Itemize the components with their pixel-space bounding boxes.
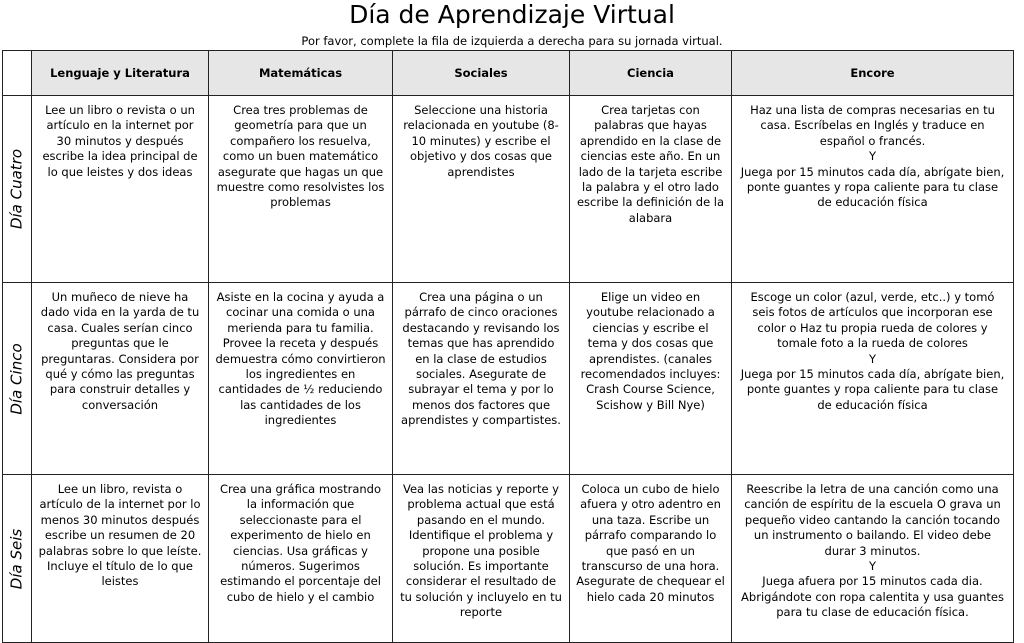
activity-cell-matematicas: Crea tres problemas de geometría para que un compañero los resuelva, como un buen matemático asegurate que hagas un que muestre como resolvistes los problemas (209, 96, 393, 283)
activity-cell-matematicas: Asiste en la cocina y ayuda a cocinar una comida o una merienda para tu familia. Provee la receta y después demuestra cómo convirtieron los ingredientes en cantidades de ½ reduciendo las cantidades de los ingredientes (209, 283, 393, 475)
table-row-dia-cinco (3, 283, 1014, 475)
activity-cell-matematicas: Crea una gráfica mostrando la información que seleccionaste para el experimento de hielo en ciencias. Usa gráficas y números. Sugerimos estimando el porcentaje del cubo de hielo y el cambio (209, 475, 393, 643)
activity-cell-lenguaje: Un muñeco de nieve ha dado vida en la yarda de tu casa. Cuales serían cinco preguntas que le preguntaras. Considera por qué y cómo las preguntas para construir detalles y conversación (32, 283, 209, 475)
column-header-sociales: Sociales (393, 51, 570, 96)
day-cell (3, 96, 32, 283)
page-title: Día de Aprendizaje Virtual (349, 0, 675, 29)
day-cell (3, 283, 32, 475)
column-header-encore: Encore (732, 51, 1014, 96)
activity-cell-ciencia: Crea tarjetas con palabras que hayas aprendido en la clase de ciencias este año. En un lado de la tarjeta escribe la palabra y el otro lado escribe la definición de la alabara (570, 96, 732, 283)
corner-cell (3, 51, 32, 96)
instructions: Por favor, complete la fila de izquierda a derecha para su jornada virtual. (301, 34, 723, 48)
activity-cell-lenguaje: Lee un libro, revista o artículo de la internet por lo menos 30 minutos después escribe un resumen de 20 palabras sobre lo que leíste. Incluye el título de lo que leistes (32, 475, 209, 643)
activity-cell-lenguaje: Lee un libro o revista o un artículo en la internet por 30 minutos y después escribe la idea principal de lo que leistes y dos ideas (32, 96, 209, 283)
table-row-dia-seis (3, 475, 1014, 643)
day-cell (3, 475, 32, 643)
schedule-table (2, 50, 1014, 643)
day-label: Día Cinco (7, 342, 26, 415)
activity-cell-encore: Escoge un color (azul, verde, etc..) y tomó seis fotos de artículos que incorporan ese color o Haz tu propia rueda de colores y tomale foto a la rueda de colores Y Juega por 15 minutos cada día, abrígate bien, ponte guantes y ropa caliente para tu clase de educación física (732, 283, 1014, 475)
activity-cell-sociales: Vea las noticias y reporte y problema actual que está pasando en el mundo. Identifique el problema y propone una posible solución. Es importante considerar el resultado de tu solución y incluyelo en tu reporte (393, 475, 570, 643)
day-label: Día Seis (7, 528, 26, 589)
header-row (3, 51, 1014, 96)
activity-cell-sociales: Seleccione una historia relacionada en youtube (8-10 minutes) y escribe el objetivo y dos cosas que aprendistes (393, 96, 570, 283)
activity-cell-encore: Haz una lista de compras necesarias en tu casa. Escríbelas en Inglés y traduce en español o francés. Y Juega por 15 minutos cada día, abrígate bien, ponte guantes y ropa caliente para tu clase de educación física (732, 96, 1014, 283)
table-row-dia-cuatro (3, 96, 1014, 283)
activity-cell-encore: Reescribe la letra de una canción como una canción de espíritu de la escuela O grava un pequeño video cantando la canción tocando un instrumento o bailando. El video debe durar 3 minutos. Y Juega afuera por 15 minutos cada dia. Abrigándote con ropa calentita y usa guantes para tu clase de educación física. (732, 475, 1014, 643)
column-header-ciencia: Ciencia (570, 51, 732, 96)
activity-cell-sociales: Crea una página o un párrafo de cinco oraciones destacando y revisando los temas que has aprendido en la clase de estudios sociales. Asegurate de subrayar el tema y por lo menos dos factores que aprendistes y compartistes. (393, 283, 570, 475)
column-header-matematicas: Matemáticas (209, 51, 393, 96)
column-header-lenguaje: Lenguaje y Literatura (32, 51, 209, 96)
day-label: Día Cuatro (7, 148, 26, 230)
activity-cell-ciencia: Coloca un cubo de hielo afuera y otro adentro en una taza. Escribe un párrafo comparando lo que pasó en un transcurso de una hora. Asegurate de chequear el hielo cada 20 minutos (570, 475, 732, 643)
activity-cell-ciencia: Elige un video en youtube relacionado a ciencias y escribe el tema y dos cosas que aprendistes. (canales recomendados incluyes: Crash Course Science, Scishow y Bill Nye) (570, 283, 732, 475)
